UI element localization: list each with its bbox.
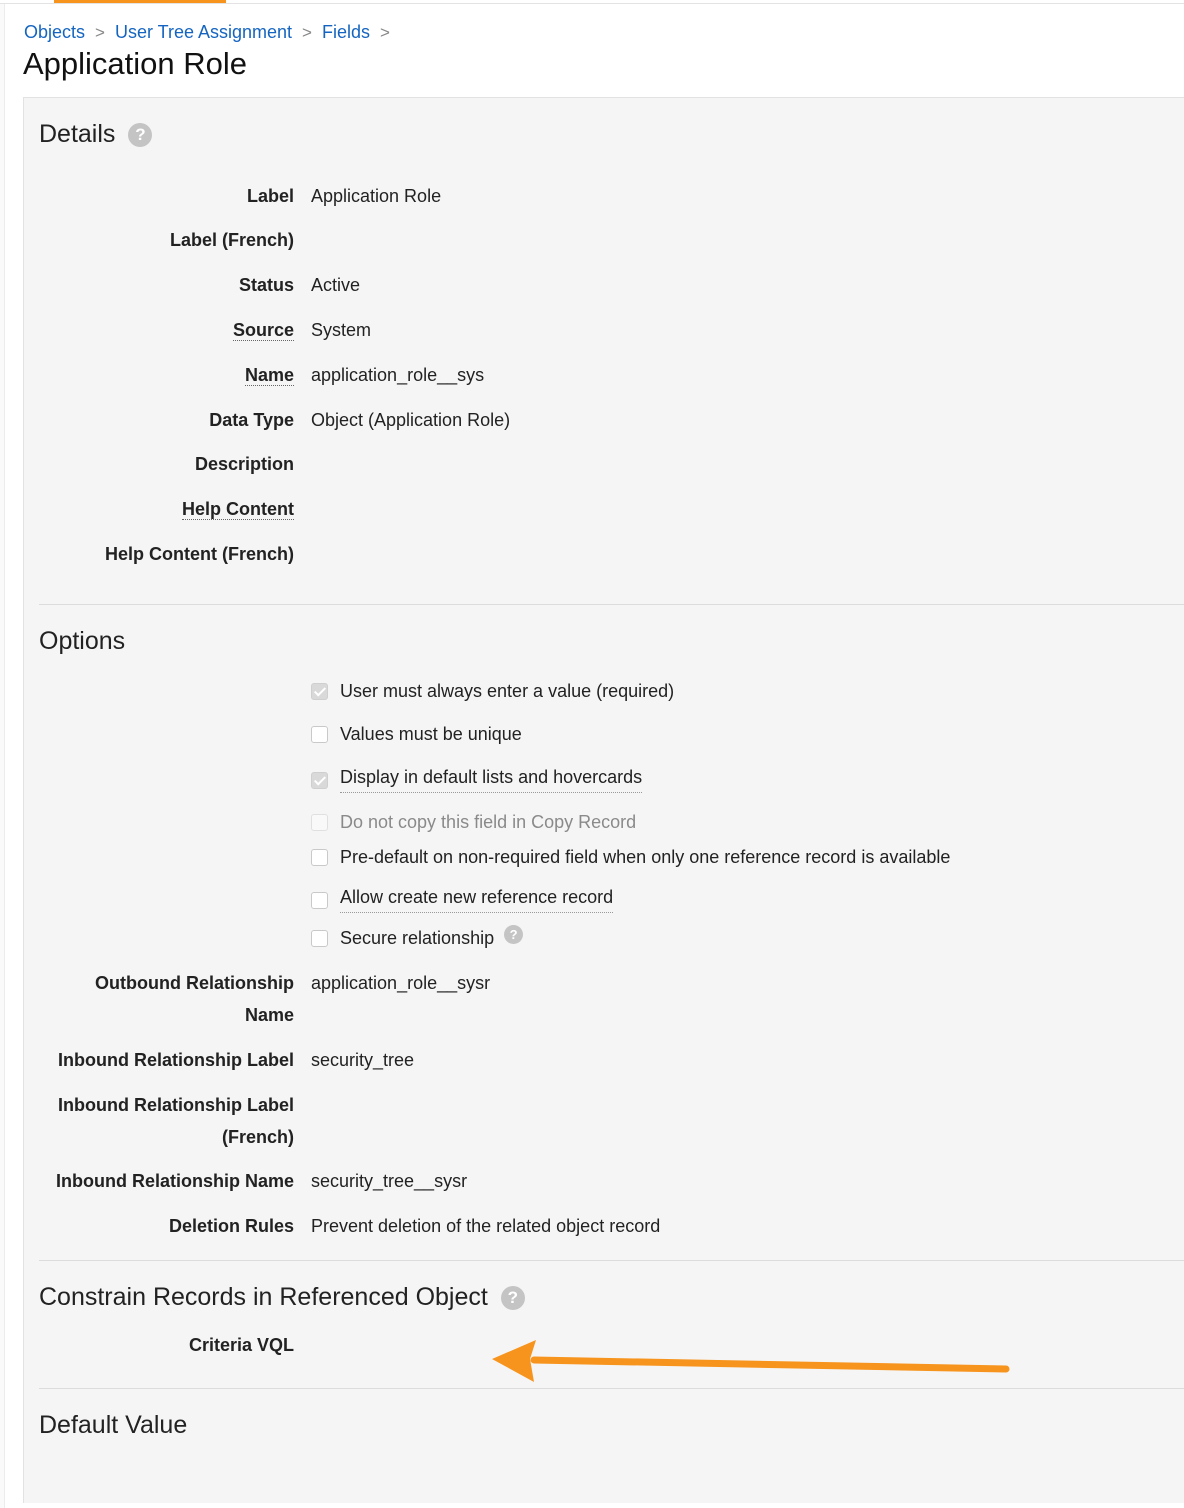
description-label: Description (194, 454, 294, 474)
source-label-text: Source (232, 320, 294, 340)
status-value: Active (311, 275, 361, 295)
label-line: Inbound Relationship Label (58, 1095, 294, 1115)
breadcrumb-separator: > (380, 22, 390, 42)
breadcrumb (24, 22, 400, 43)
left-edge (0, 4, 5, 1508)
label-line: (French) (222, 1127, 294, 1147)
constrain-records-title-text: Constrain Records in Referenced Object (39, 1283, 488, 1311)
top-border (0, 3, 1184, 4)
outbound-relationship-name-value: application_role__sysr (311, 973, 491, 993)
constrain-records-section-title (39, 1283, 525, 1312)
option-secure-relationship (311, 928, 523, 949)
help-icon[interactable]: ? (504, 925, 523, 944)
page-title: Application Role (23, 46, 248, 81)
source-value: System (311, 320, 372, 340)
breadcrumb-separator: > (95, 22, 105, 42)
breadcrumb-objects-link[interactable]: Objects (24, 22, 86, 42)
status-label: Status (238, 275, 294, 295)
breadcrumb-user-tree-assignment-link[interactable]: User Tree Assignment (114, 22, 293, 42)
allow-create-checkbox-label: Allow create new reference record (340, 887, 613, 913)
outbound-relationship-name-label (14, 967, 294, 1031)
details-section-title (39, 120, 152, 149)
label-line: Inbound Relationship Label (58, 1050, 294, 1070)
option-allow-create (311, 887, 613, 913)
deletion-rules-value: Prevent deletion of the related object record (311, 1216, 661, 1236)
details-title-text: Details (39, 120, 116, 148)
no-copy-checkbox-label: Do not copy this field in Copy Record (340, 812, 637, 832)
required-checkbox-label: User must always enter a value (required) (340, 681, 675, 701)
label-value: Application Role (311, 186, 442, 206)
help-icon[interactable]: ? (501, 1286, 525, 1310)
required-checkbox[interactable] (311, 683, 328, 700)
default-value-section-title (39, 1411, 187, 1440)
label-line: Inbound Relationship Name (55, 1171, 294, 1191)
name-value: application_role__sys (311, 365, 485, 385)
breadcrumb-separator: > (302, 22, 312, 42)
inbound-relationship-name-value: security_tree__sysr (311, 1171, 468, 1191)
label-french-label: Label (French) (169, 230, 294, 250)
display-default-checkbox[interactable] (311, 772, 328, 789)
label-line: Deletion Rules (168, 1216, 294, 1236)
option-display-default (311, 767, 642, 793)
section-divider (39, 604, 1184, 605)
secure-relationship-checkbox[interactable] (311, 930, 328, 947)
label-label: Label (246, 186, 294, 206)
options-section-title (39, 627, 125, 656)
name-label-text: Name (244, 365, 294, 385)
criteria-vql-label: Criteria VQL (188, 1335, 294, 1355)
display-default-checkbox-label: Display in default lists and hovercards (340, 767, 642, 793)
option-no-copy (311, 812, 636, 833)
help-content-french-label: Help Content (French) (105, 544, 294, 564)
data-type-label: Data Type (209, 410, 294, 430)
inbound-relationship-label-label (14, 1044, 294, 1076)
option-unique (311, 724, 522, 745)
inbound-relationship-label-value: security_tree (311, 1050, 415, 1070)
data-type-value: Object (Application Role) (311, 410, 511, 430)
source-label (14, 314, 294, 346)
default-value-title-text: Default Value (39, 1411, 188, 1439)
breadcrumb-fields-link[interactable]: Fields (321, 22, 370, 42)
section-divider (39, 1388, 1184, 1389)
pre-default-checkbox[interactable] (311, 849, 328, 866)
secure-relationship-checkbox-label: Secure relationship (340, 928, 495, 948)
section-divider (39, 1260, 1184, 1261)
name-label (14, 359, 294, 391)
no-copy-checkbox[interactable] (311, 814, 328, 831)
unique-checkbox[interactable] (311, 726, 328, 743)
inbound-relationship-label-french-label (14, 1089, 294, 1153)
annotation-arrow-head (492, 1340, 536, 1382)
label-line: Outbound Relationship (95, 973, 294, 993)
help-content-label (14, 493, 294, 525)
annotation-arrow (488, 1336, 1013, 1388)
help-content-label-text: Help Content (182, 499, 294, 519)
option-pre-default (311, 847, 950, 868)
unique-checkbox-label: Values must be unique (340, 724, 522, 744)
option-required (311, 681, 674, 702)
annotation-arrow-shaft (534, 1360, 1006, 1369)
options-title-text: Options (39, 627, 126, 655)
help-icon[interactable]: ? (128, 123, 152, 147)
label-line: Name (244, 1005, 294, 1025)
allow-create-checkbox[interactable] (311, 892, 328, 909)
deletion-rules-label (14, 1210, 294, 1242)
inbound-relationship-name-label (14, 1165, 294, 1197)
pre-default-checkbox-label: Pre-default on non-required field when only one reference record is available (340, 847, 951, 867)
